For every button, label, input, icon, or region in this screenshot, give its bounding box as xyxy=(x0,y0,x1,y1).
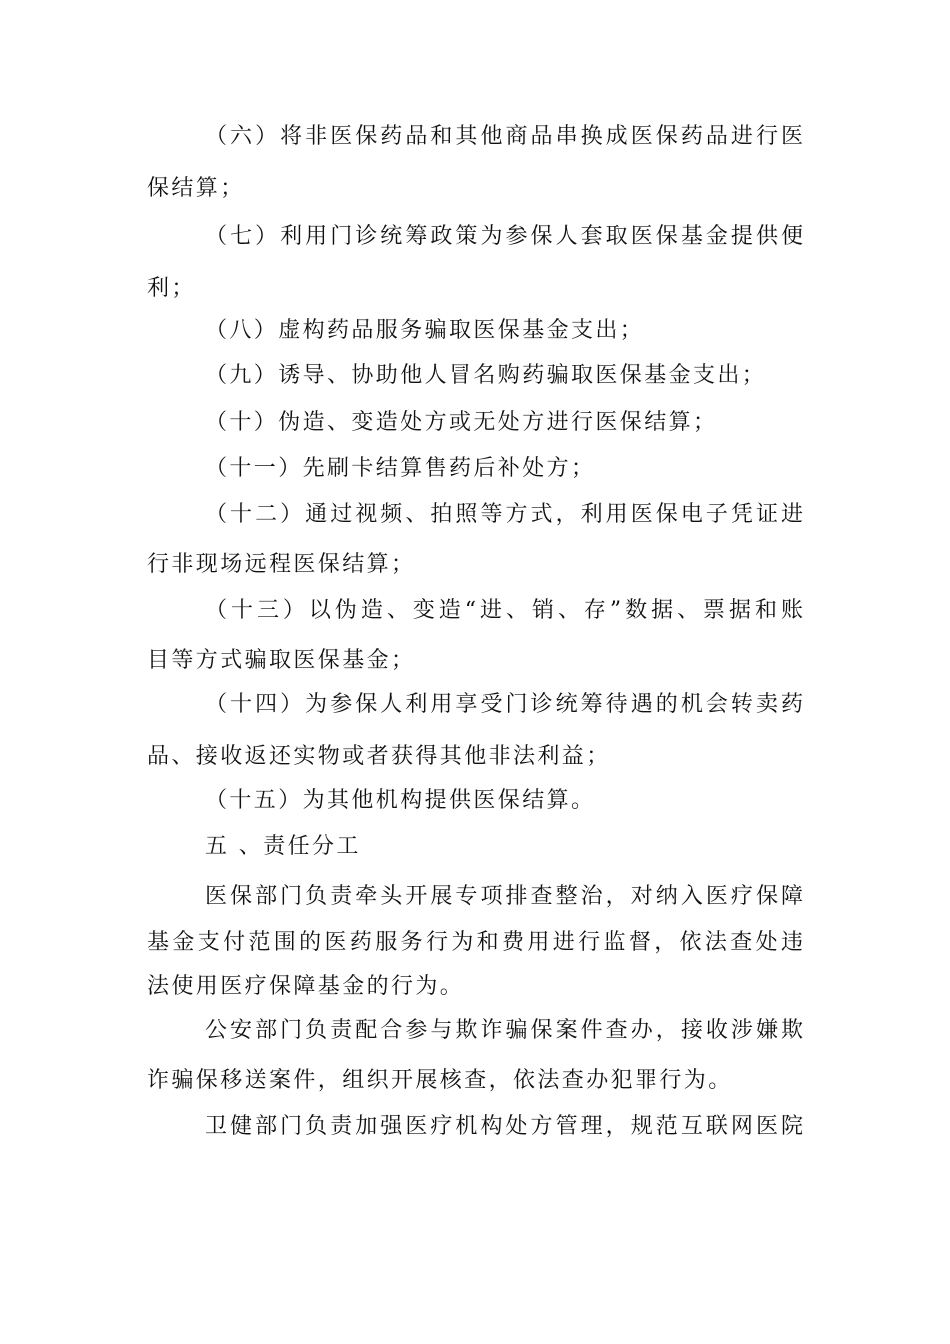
list-item-6: （六）将非医保药品和其他商品串换成医保药品进行医 xyxy=(205,124,803,149)
list-item-12: （十二）通过视频、拍照等方式，利用医保电子凭证进 xyxy=(205,502,803,527)
paragraph-public-security: 公安部门负责配合参与欺诈骗保案件查办，接收涉嫌欺 xyxy=(205,1018,803,1043)
list-item-15: （十五）为其他机构提供医保结算。 xyxy=(205,788,596,813)
list-item-14-cont: 品、接收返还实物或者获得其他非法利益； xyxy=(147,744,611,769)
list-item-7-cont: 利； xyxy=(147,276,196,301)
list-item-10: （十）伪造、变造处方或无处方进行医保结算； xyxy=(205,410,718,435)
list-item-12-cont: 行非现场远程医保结算； xyxy=(147,552,416,577)
paragraph-medical-insurance-line3: 法使用医疗保障基金的行为。 xyxy=(147,974,465,999)
paragraph-health-commission: 卫健部门负责加强医疗机构处方管理，规范互联网医院 xyxy=(205,1114,803,1139)
paragraph-medical-insurance: 医保部门负责牵头开展专项排查整治，对纳入医疗保障 xyxy=(205,884,803,909)
section-heading: 五 、责任分工 xyxy=(205,834,361,859)
list-item-13: （十三）以伪造、变造“进、销、存”数据、票据和账 xyxy=(205,598,803,623)
paragraph-public-security-line2: 诈骗保移送案件，组织开展核查，依法查办犯罪行为。 xyxy=(147,1068,733,1093)
list-item-11: （十一）先刷卡结算售药后补处方； xyxy=(205,456,596,481)
list-item-8: （八）虚构药品服务骗取医保基金支出； xyxy=(205,318,645,343)
list-item-6-cont: 保结算； xyxy=(147,176,245,201)
list-item-7: （七）利用门诊统筹政策为参保人套取医保基金提供便 xyxy=(205,224,803,249)
list-item-14: （十四）为参保人利用享受门诊统筹待遇的机会转卖药 xyxy=(205,692,803,717)
list-item-13-cont: 目等方式骗取医保基金； xyxy=(147,648,416,673)
paragraph-medical-insurance-line2: 基金支付范围的医药服务行为和费用进行监督，依法查处违 xyxy=(147,930,803,955)
list-item-9: （九）诱导、协助他人冒名购药骗取医保基金支出； xyxy=(205,363,767,388)
